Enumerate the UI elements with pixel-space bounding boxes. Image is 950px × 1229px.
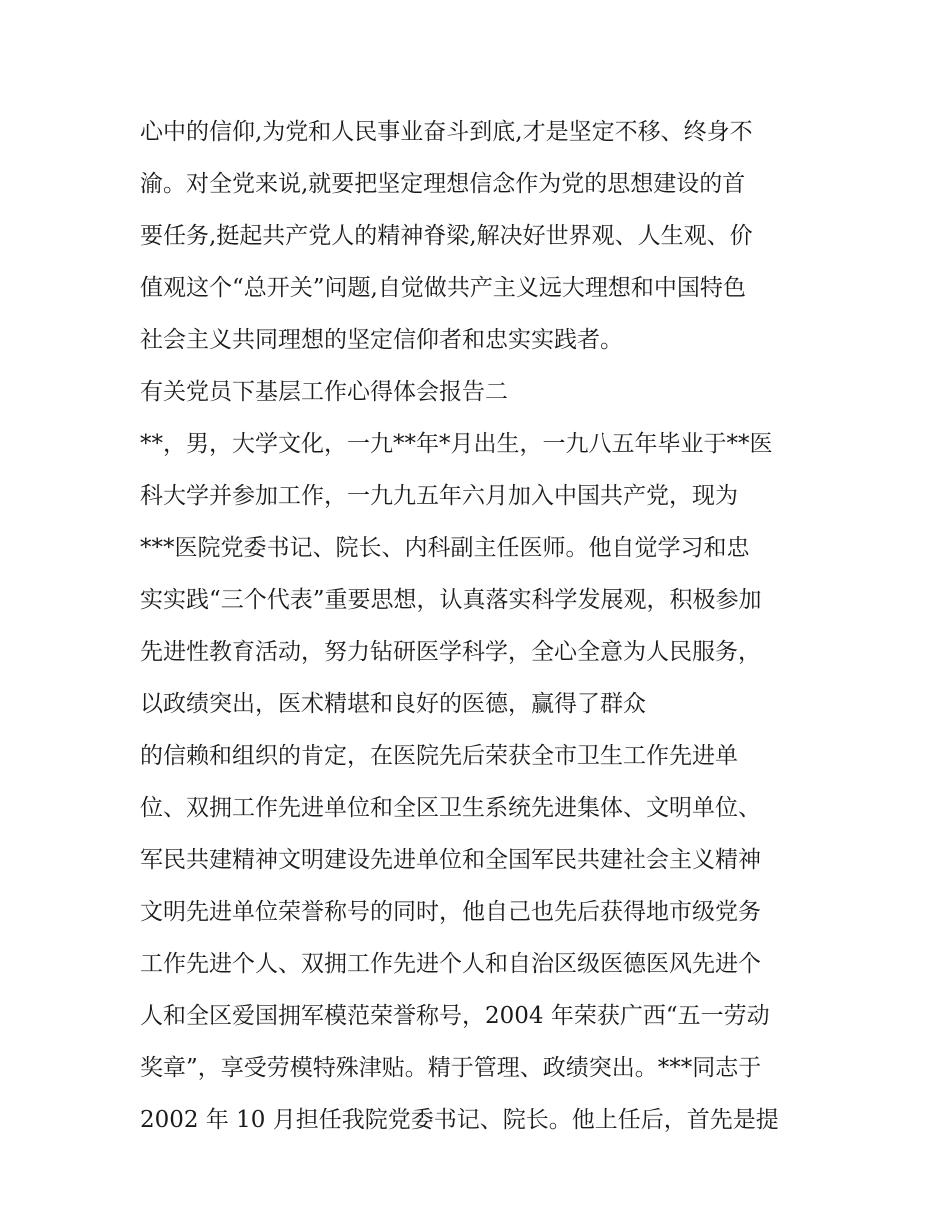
text-line: 军民共建精神文明建设先进单位和全国军民共建社会主义精神 bbox=[140, 847, 761, 873]
text-line: ***医院党委书记、院长、内科副主任医师。他自觉学习和忠 bbox=[140, 535, 750, 561]
text-line: 心中的信仰,为党和人民事业奋斗到底,才是坚定不移、终身不 bbox=[140, 119, 753, 145]
section-heading: 有关党员下基层工作心得体会报告二 bbox=[140, 379, 508, 405]
text-line: 渝。对全党来说,就要把坚定理想信念作为党的思想建设的首 bbox=[140, 171, 746, 197]
text-line: 人和全区爱国拥军模范荣誉称号，2004 年荣获广西“五一劳动 bbox=[140, 1003, 770, 1029]
text-line: 以政绩突出，医术精堪和良好的医德，赢得了群众 bbox=[140, 691, 646, 717]
text-line: 科大学并参加工作，一九九五年六月加入中国共产党，现为 bbox=[140, 483, 738, 509]
text-line: 的信赖和组织的肯定，在医院先后荣获全市卫生工作先进单 bbox=[140, 743, 738, 769]
text-line: 先进性教育活动，努力钻研医学科学，全心全意为人民服务， bbox=[140, 639, 761, 665]
text-line: 工作先进个人、双拥工作先进个人和自治区级医德医风先进个 bbox=[140, 951, 761, 977]
text-line: **，男，大学文化，一九**年*月出生，一九八五年毕业于**医 bbox=[140, 431, 773, 457]
text-line: 社会主义共同理想的坚定信仰者和忠实实践者。 bbox=[140, 327, 623, 353]
text-line: 奖章”，享受劳模特殊津贴。精于管理、政绩突出。***同志于 bbox=[140, 1055, 762, 1081]
text-line: 实实践“三个代表”重要思想，认真落实科学发展观，积极参加 bbox=[140, 587, 762, 613]
text-line: 要任务,挺起共产党人的精神脊梁,解决好世界观、人生观、价 bbox=[140, 223, 753, 249]
text-line: 值观这个“总开关”问题,自觉做共产主义远大理想和中国特色 bbox=[140, 275, 746, 301]
text-line: 文明先进单位荣誉称号的同时，他自己也先后获得地市级党务 bbox=[140, 899, 761, 925]
document-body bbox=[140, 106, 830, 1146]
text-line: 位、双拥工作先进单位和全区卫生系统先进集体、文明单位、 bbox=[140, 795, 761, 821]
text-line: 2002 年 10 月担任我院党委书记、院长。他上任后，首先是提 bbox=[140, 1107, 779, 1133]
